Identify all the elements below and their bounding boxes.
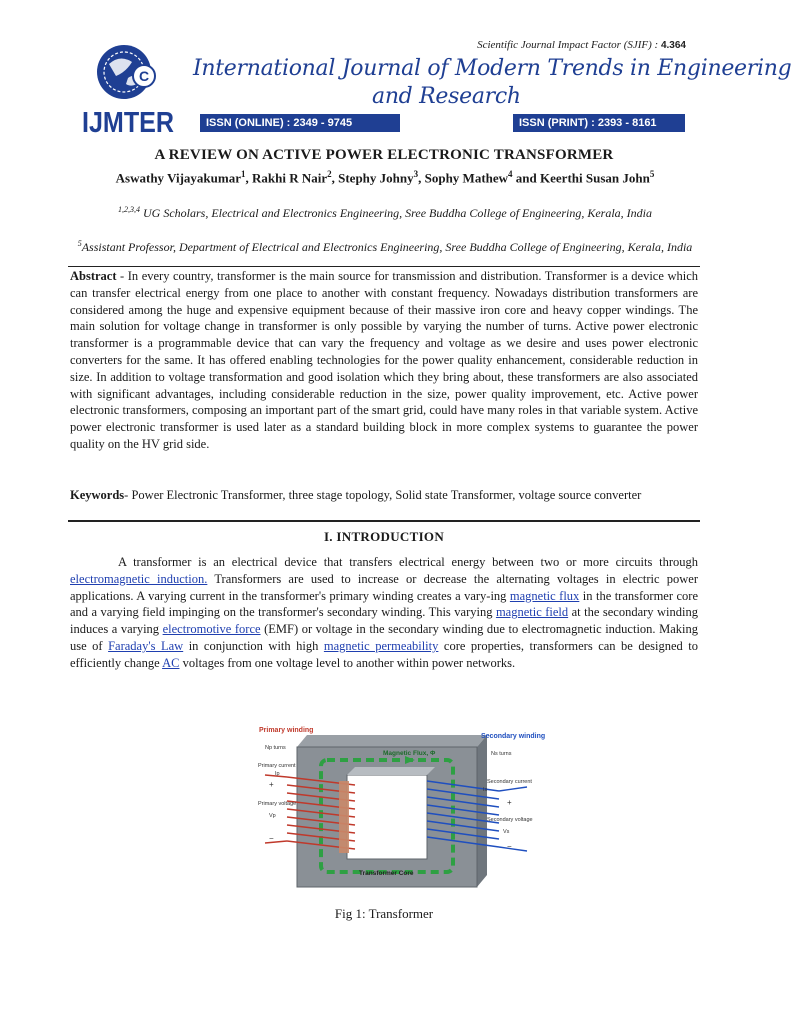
link-ac[interactable]: AC [162, 655, 180, 670]
svg-text:C: C [139, 68, 150, 84]
abstract-top-rule [68, 266, 700, 267]
journal-title-line2: and Research [372, 84, 521, 109]
section-heading-introduction: I. INTRODUCTION [323, 529, 445, 544]
primary-plus: + [269, 780, 274, 789]
link-electromotive-force[interactable]: electromotive force [162, 622, 261, 637]
primary-voltage-label: Primary voltage [258, 801, 297, 807]
core-top-face [297, 735, 487, 747]
flux-label: Magnetic Flux, Φ [383, 750, 436, 757]
secondary-winding-label: Secondary winding [481, 733, 546, 740]
secondary-turns-label: Ns turns [491, 751, 512, 757]
author-list: Aswathy Vijayakumar$^1$, Rakhi R Nair$^2$, Stephy Johny$^3$, Sophy Mathew$^4$ and Keerthi Susan John$^5$ [115, 169, 655, 186]
logo-text: IJMTER [82, 107, 175, 139]
link-magnetic-permeability[interactable]: magnetic permeability [323, 638, 439, 653]
affiliation-ug: $^{1,2,3,4}$ UG Scholars, Electrical and Electronics Engineering, Sree Buddha College of Engineering, Kerala, India [117, 205, 653, 220]
introduction-paragraph: A transformer is an electrical device that transfers electrical energy between two or more circuits through electromagnetic induction. Transformers are used to increase or decrease the alternating voltages in electric power applications. A varying current in the transformer's primary winding creates a vary-ing magnetic flux in the transformer core and a varying field impinging on the transformer's secondary winding. This varying magnetic field at the secondary winding induces a varying electromotive force (EMF) or voltage in the secondary winding due to electromagnetic induction. Making use of Faraday's Law in conjunction with high magnetic permeability core properties, transformers can be designed to efficiently change AC voltages from one voltage level to another within power networks. [70, 555, 699, 670]
abstract-label: Abstract [70, 269, 117, 283]
abstract-bottom-rule [68, 520, 700, 522]
link-magnetic-flux[interactable]: magnetic flux [509, 588, 580, 603]
vs-label: Vs [503, 829, 510, 835]
figure-caption: Fig 1: Transformer [334, 906, 434, 921]
issn-online-badge: ISSN (ONLINE) : 2349 - 9745 [200, 114, 400, 132]
affiliation-professor: $^5$Assistant Professor, Department of Electrical and Electronics Engineering, Sree Buddha College of Engineering, Kerala, India [77, 239, 693, 254]
primary-minus: − [269, 834, 274, 843]
transformer-diagram [255, 725, 546, 895]
keywords-label: Keywords [70, 488, 125, 502]
abstract-text: - In every country, transformer is the main source for transmission and distribution. Transformer is a device which can transfer electrical energy from one place to another with constant frequency. Nowadays distribution transformers are considered among the huge and expensive equipment because of their massive iron core and heavy copper windings. The main solution for voltage change in transformer is only possible by varying the number of turns. Active power electronic transformer is a programmable device that can vary the frequency and voltage as we desire and uses power electronic converters for the same. It has offered enabling technologies for the power quality enhancement, considerable reduction in size. In addition to voltage transformation and good isolation which they bring about, these transformers are also associated with significant advantages, including considerable reduction in the size, power quality improvement, etc. Active power electronic transformers, composing an important part of the smart grid, could have many roles in that variable system. Active power electronic transformer is used later as a standard building block in more complex systems to guarantee the power quality on the HV grid side. [70, 269, 698, 451]
secondary-plus: + [507, 798, 512, 807]
ijmter-logo [76, 42, 186, 138]
secondary-voltage-label: Secondary voltage [487, 817, 533, 823]
abstract [70, 268, 698, 453]
primary-turns-label: Np turns [265, 745, 286, 751]
is-label: Is [483, 787, 488, 793]
vp-label: Vp [269, 813, 276, 819]
ip-label: Ip [275, 771, 280, 777]
primary-current-label: Primary current [258, 763, 296, 769]
issn-print-badge: ISSN (PRINT) : 2393 - 8161 [513, 114, 685, 132]
paper-title: A REVIEW ON ACTIVE POWER ELECTRONIC TRANSFORMER [154, 147, 614, 163]
impact-factor: Scientific Journal Impact Factor (SJIF) : 4.364 [477, 39, 686, 51]
core-side-face [477, 735, 487, 887]
secondary-minus: − [507, 842, 512, 851]
link-electromagnetic-induction[interactable]: electromagnetic induction. [70, 571, 208, 586]
core-label: Transformer Core [359, 870, 414, 877]
keywords-text: - Power Electronic Transformer, three stage topology, Solid state Transformer, voltage source converter [124, 488, 642, 502]
link-magnetic-field[interactable]: magnetic field [495, 605, 569, 620]
primary-winding-label: Primary winding [259, 727, 314, 734]
link-faradays-law[interactable]: Faraday's Law [108, 638, 184, 653]
journal-title-line1: International Journal of Modern Trends in Engineering [193, 56, 791, 81]
core-window [347, 775, 427, 859]
secondary-current-label: Secondary current [487, 779, 532, 785]
keywords [70, 487, 698, 504]
